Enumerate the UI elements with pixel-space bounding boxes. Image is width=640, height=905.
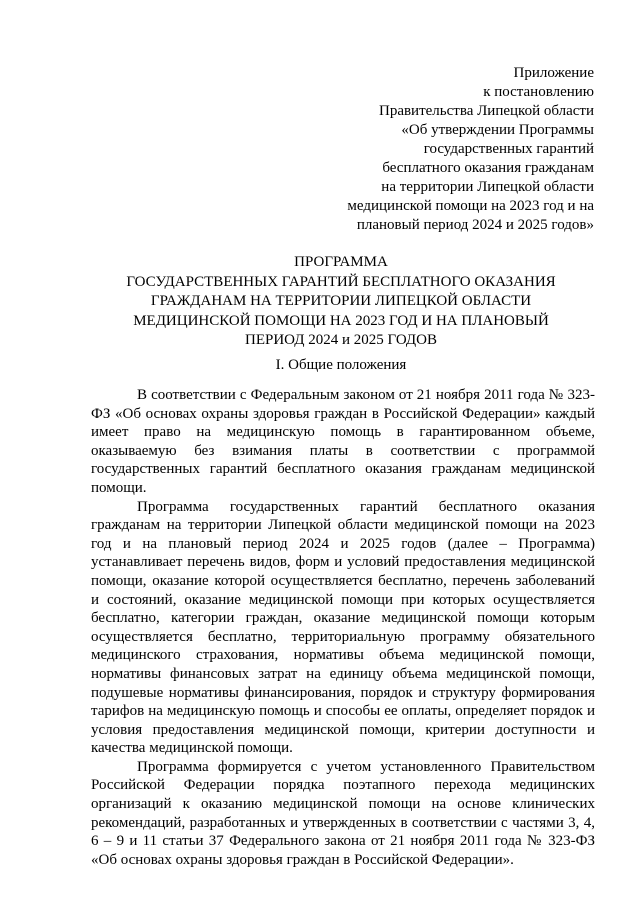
section-heading: I. Общие положения (275, 357, 407, 373)
appendix-block (264, 64, 594, 235)
body-paragraph: Программа формируется с учетом установленного Правительством Российской Федерации порядка поэтапного перехода медицинских организаций к оказанию медицинской помощи на основе клинических рекомендаций, разработанных и утвержденных в соответствии с частями 3, 4, 6 – 9 и 11 статьи 37 Федерального закона от 21 ноября 2011 года № 323-ФЗ «Об основах охраны здоровья граждан в Российской Федерации». (91, 758, 595, 868)
body-paragraph: Программа государственных гарантий бесплатного оказания гражданам на территории Липецкой области медицинской помощи на 2023 год и на плановый период 2024 и 2025 годов (далее – Программа) устанавливает перечень видов, форм и условий предоставления медицинской помощи, оказание которой осуществляется бесплатно, перечень заболеваний и состояний, оказание медицинской помощи при которых осуществляется бесплатно, категории граждан, оказание медицинской помощи которым осуществляется бесплатно, территориальную программу обязательного медицинского страхования, нормативы объема медицинской помощи, нормативы финансовых затрат на единицу объема медицинской помощи, подушевые нормативы финансирования, порядок и структуру формирования тарифов на медицинскую помощь и способы ее оплаты, определяет порядок и условия предоставления медицинской помощи, критерии доступности и качества медицинской помощи. (91, 498, 595, 757)
appendix-line: медицинской помощи на 2023 год и на (347, 198, 594, 214)
title-line: ГРАЖДАНАМ НА ТЕРРИТОРИИ ЛИПЕЦКОЙ ОБЛАСТИ (150, 293, 532, 309)
appendix-line: плановый период 2024 и 2025 годов» (356, 217, 594, 233)
document-title (86, 253, 596, 351)
document-body (91, 386, 595, 869)
appendix-line: к постановлению (483, 84, 594, 100)
appendix-line: «Об утверждении Программы (401, 122, 594, 138)
appendix-line: на территории Липецкой области (381, 179, 594, 195)
appendix-line: Правительства Липецкой области (378, 103, 594, 119)
title-line: ГОСУДАРСТВЕННЫХ ГАРАНТИЙ БЕСПЛАТНОГО ОКАЗАНИЯ (126, 273, 556, 290)
title-line: ПРОГРАММА (294, 254, 388, 270)
title-line: ПЕРИОД 2024 и 2025 ГОДОВ (245, 332, 437, 348)
appendix-line: государственных гарантий (423, 141, 594, 157)
title-line: МЕДИЦИНСКОЙ ПОМОЩИ НА 2023 ГОД И НА ПЛАНОВЫЙ (133, 312, 549, 329)
body-paragraph: В соответствии с Федеральным законом от 21 ноября 2011 года № 323-ФЗ «Об основах охраны здоровья граждан в Российской Федерации» каждый имеет право на медицинскую помощь в гарантированном объеме, оказываемую без взимания платы в соответствии с программой государственных гарантий бесплатного оказания гражданам медицинской помощи. (91, 387, 595, 496)
appendix-line: бесплатного оказания гражданам (382, 160, 594, 176)
appendix-line: Приложение (513, 65, 594, 81)
